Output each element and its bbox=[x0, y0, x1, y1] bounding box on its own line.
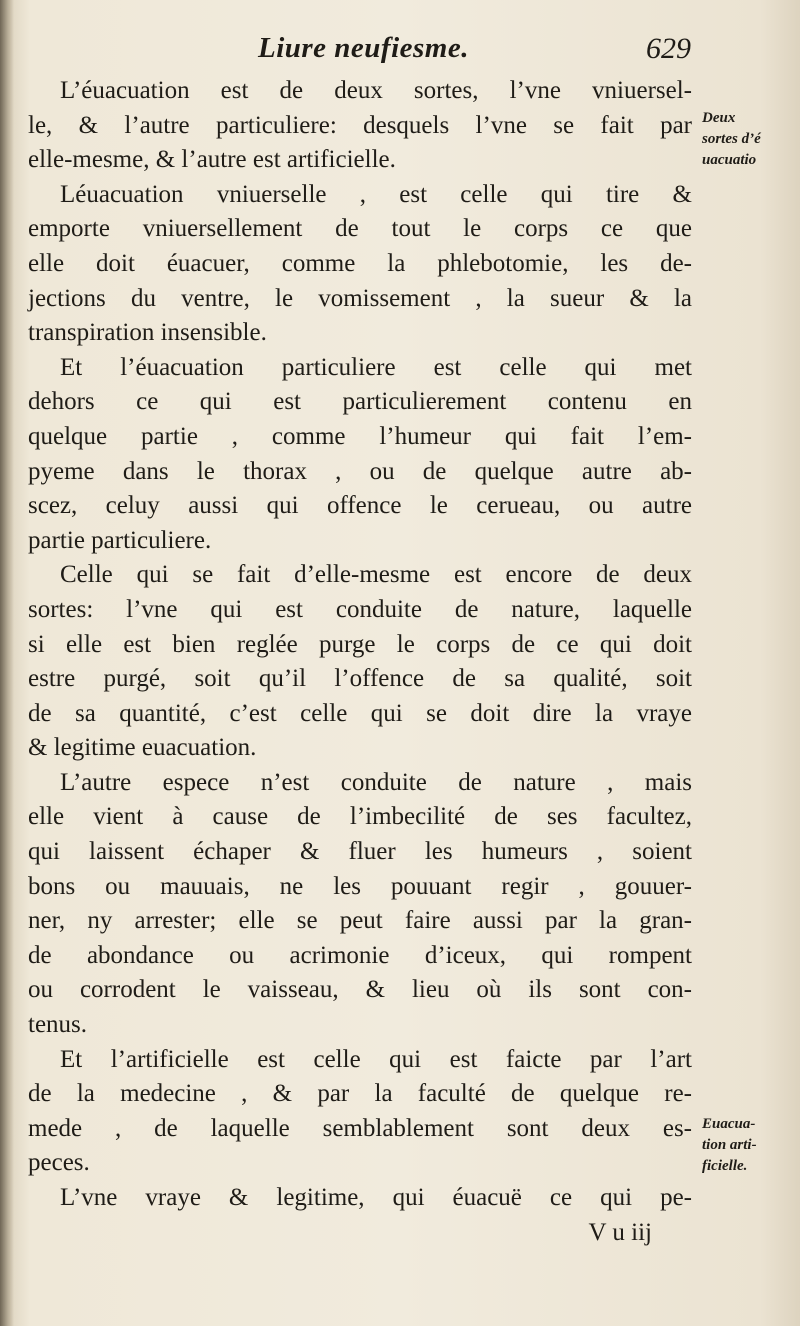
margin-note-line: Euacua- bbox=[702, 1116, 756, 1132]
text-line: L’éuacuation est de deux sortes, l’vne vniuersel- bbox=[60, 77, 692, 104]
text-line: Et l’éuacuation particuliere est celle qui met bbox=[60, 353, 692, 381]
text-line: elle-mesme, & l’autre est artificielle. bbox=[28, 146, 396, 174]
text-line: jections du ventre, le vomissement , la sueur & la bbox=[28, 284, 692, 312]
text-line: quelque partie , comme l’humeur qui fait l’em- bbox=[28, 422, 692, 450]
margin-note-line: tion arti- bbox=[702, 1137, 757, 1153]
margin-note-line: uacuatio bbox=[702, 152, 757, 168]
margin-note-line: Deux bbox=[702, 110, 736, 126]
text-line: & legitime euacuation. bbox=[28, 734, 257, 762]
margin-note-deux-sortes bbox=[702, 108, 798, 171]
text-line: L’autre espece n’est conduite de nature , mais bbox=[60, 768, 692, 796]
text-line: transpiration insensible. bbox=[28, 319, 267, 347]
text-line: si elle est bien reglée purge le corps de ce qui doit bbox=[28, 630, 692, 658]
text-line: dehors ce qui est particulierement contenu en bbox=[28, 388, 692, 416]
margin-note-line: ficielle. bbox=[702, 1158, 748, 1174]
text-line: tenus. bbox=[28, 1011, 88, 1039]
text-line: L’vne vraye & legitime, qui éuacuë ce qui pe- bbox=[60, 1184, 692, 1211]
text-line: ou corrodent le vaisseau, & lieu où ils sont con- bbox=[28, 976, 692, 1004]
text-line: de la medecine , & par la faculté de quelque re- bbox=[28, 1080, 692, 1108]
page-number: 629 bbox=[646, 32, 691, 65]
text-line: qui laissent échaper & fluer les humeurs , soient bbox=[28, 838, 692, 866]
text-line: de abondance ou acrimonie d’iceux, qui rompent bbox=[28, 941, 692, 969]
margin-note-line: sortes d’é bbox=[702, 131, 761, 147]
text-line: Léuacuation vniuerselle , est celle qui tire & bbox=[60, 180, 692, 208]
text-line: estre purgé, soit qu’il l’offence de sa qualité, soit bbox=[28, 665, 692, 693]
text-line: Celle qui se fait d’elle-mesme est encore de deux bbox=[60, 561, 692, 589]
text-line: elle vient à cause de l’imbecilité de ses facultez, bbox=[28, 803, 692, 831]
text-line: scez, celuy aussi qui offence le cerueau, ou autre bbox=[28, 492, 692, 520]
text-line: sortes: l’vne qui est conduite de nature, laquelle bbox=[28, 595, 692, 623]
text-line: peces. bbox=[28, 1149, 90, 1177]
text-line: bons ou mauuais, ne les pouuant regir , gouuer- bbox=[28, 872, 692, 900]
text-line: elle doit éuacuer, comme la phlebotomie, les de- bbox=[28, 249, 692, 277]
running-title: Liure neufiesme. bbox=[258, 32, 469, 64]
text-line: V u iij bbox=[588, 1218, 652, 1246]
body-text bbox=[28, 74, 692, 1250]
book-spine-shadow bbox=[0, 0, 14, 1326]
page-header bbox=[258, 30, 718, 74]
text-line: pyeme dans le thorax , ou de quelque autre ab- bbox=[28, 457, 692, 485]
text-line: emporte vniuersellement de tout le corps ce que bbox=[28, 215, 692, 243]
text-line: ner, ny arrester; elle se peut faire aussi par la gran- bbox=[28, 907, 692, 935]
text-line: le, & l’autre particuliere: desquels l’vne se fait par bbox=[28, 111, 692, 139]
text-line: de sa quantité, c’est celle qui se doit dire la vraye bbox=[28, 699, 692, 727]
text-line: mede , de laquelle semblablement sont deux es- bbox=[28, 1114, 692, 1142]
margin-note-euacuation-artificielle bbox=[702, 1114, 798, 1177]
text-line: Et l’artificielle est celle qui est faicte par l’art bbox=[60, 1045, 692, 1073]
text-line: partie particuliere. bbox=[28, 526, 212, 554]
